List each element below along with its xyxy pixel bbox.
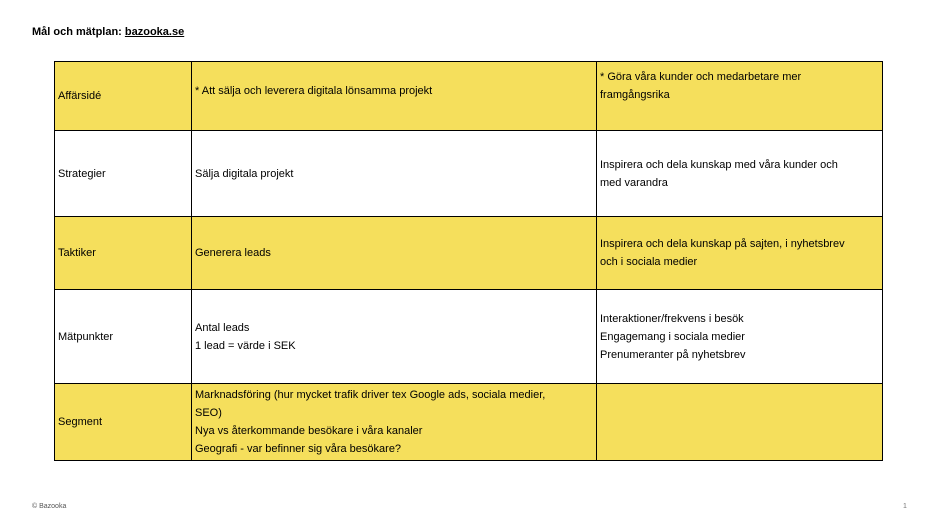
cell-line: med varandra — [600, 176, 668, 189]
title-link[interactable]: bazooka.se — [124, 26, 185, 38]
row-col3 — [597, 62, 883, 131]
table-row-strategier — [55, 131, 883, 217]
title-prefix: Mål och mätplan: — [32, 26, 125, 38]
row-label: Taktiker — [55, 217, 192, 290]
cell-line: Interaktioner/frekvens i besök — [600, 312, 744, 325]
row-label: Affärsidé — [55, 62, 192, 131]
footer-copyright: © Bazooka — [32, 503, 67, 510]
table-row-affarside — [55, 62, 883, 131]
row-col3 — [597, 290, 883, 384]
cell-line: * Göra våra kunder och medarbetare mer — [600, 71, 802, 83]
cell-line: Antal leads — [195, 321, 250, 334]
table-row-matpunkter — [55, 290, 883, 384]
row-col3 — [597, 217, 883, 290]
row-col3 — [597, 131, 883, 217]
cell-line: SEO) — [195, 407, 222, 419]
row-col3 — [597, 384, 883, 461]
cell-line: Geografi - var befinner sig våra besökare? — [195, 443, 402, 455]
cell-line: Generera leads — [195, 247, 271, 259]
cell-line: och i sociala medier — [600, 256, 698, 268]
cell-line: framgångsrika — [600, 89, 670, 101]
table-row-taktiker — [55, 217, 883, 290]
row-col2 — [192, 62, 597, 131]
row-col2 — [192, 131, 597, 217]
cell-line: * Att sälja och leverera digitala lönsamma projekt — [195, 85, 433, 97]
row-col2 — [192, 384, 597, 461]
page-title — [32, 26, 184, 38]
cell-line: Marknadsföring (hur mycket trafik driver tex Google ads, sociala medier, — [195, 389, 546, 401]
plan-table — [54, 61, 883, 461]
cell-line: Engagemang i sociala medier — [600, 330, 745, 343]
footer-page-number: 1 — [903, 503, 907, 510]
row-label: Segment — [55, 384, 192, 461]
cell-line: Nya vs återkommande besökare i våra kanaler — [195, 425, 423, 437]
row-col2 — [192, 290, 597, 384]
row-label: Strategier — [55, 131, 192, 217]
cell-line: Prenumeranter på nyhetsbrev — [600, 348, 746, 361]
row-label: Mätpunkter — [55, 290, 192, 384]
cell-line: 1 lead = värde i SEK — [195, 339, 296, 352]
row-col2 — [192, 217, 597, 290]
cell-line: Inspirera och dela kunskap med våra kunder och — [600, 158, 838, 171]
cell-line: Sälja digitala projekt — [195, 167, 294, 180]
table-row-segment — [55, 384, 883, 461]
cell-line: Inspirera och dela kunskap på sajten, i nyhetsbrev — [600, 238, 845, 250]
